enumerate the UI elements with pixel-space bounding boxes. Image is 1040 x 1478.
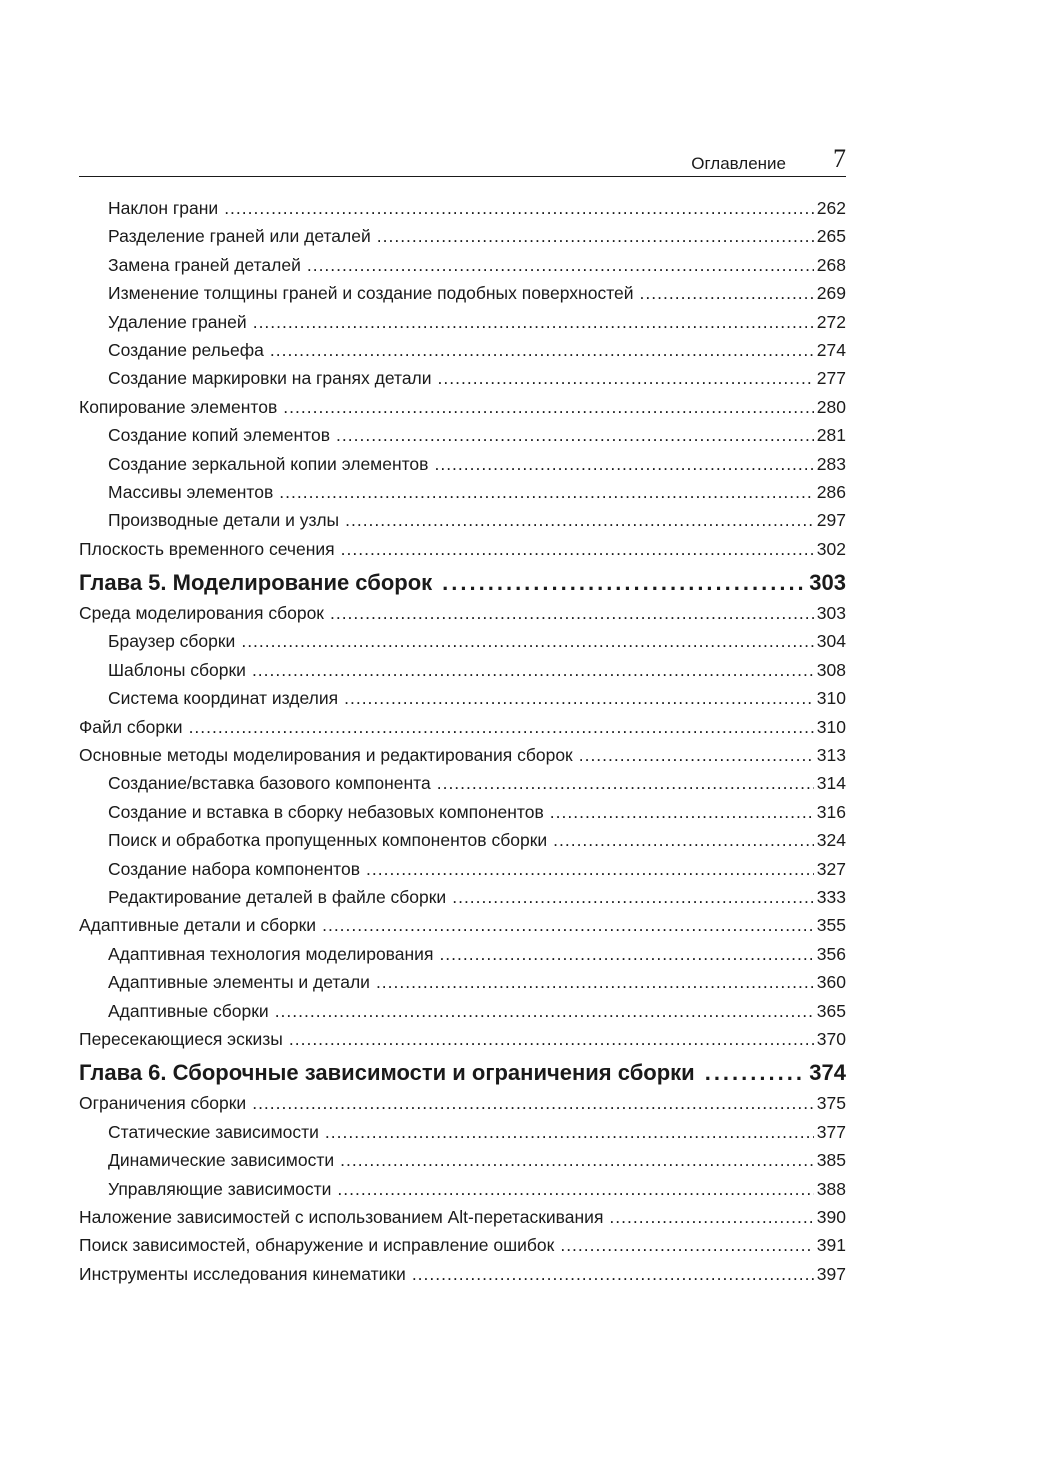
toc-entry	[79, 826, 846, 854]
toc-entry	[79, 713, 846, 741]
toc-entry-page: 385	[816, 1150, 846, 1171]
running-header	[79, 146, 846, 177]
toc-entry-page: 377	[816, 1121, 846, 1142]
toc-entry-title: Создание маркировки на гранях детали	[108, 368, 432, 389]
toc-entry-page: 262	[816, 198, 846, 218]
dot-leader	[279, 478, 814, 506]
dot-leader	[270, 336, 814, 364]
toc-entry-page: 391	[816, 1235, 846, 1256]
toc-entry-title: Замена граней деталей	[108, 254, 301, 275]
toc-entry-title: Шаблоны сборки	[108, 659, 246, 680]
toc-entry	[79, 1025, 846, 1053]
toc-entry-page: 313	[816, 745, 846, 766]
dot-leader	[252, 656, 814, 684]
toc-entry-title: Копирование элементов	[79, 396, 278, 417]
dot-leader	[189, 713, 814, 741]
toc-entry-page: 314	[816, 773, 846, 794]
dot-leader	[344, 684, 814, 712]
toc-entry-page: 327	[816, 858, 846, 879]
toc-entry	[79, 1260, 846, 1288]
dot-leader	[322, 911, 814, 939]
toc-entry-page: 308	[816, 659, 846, 680]
toc-entry	[79, 222, 846, 250]
toc-entry-page: 265	[816, 226, 846, 247]
dot-leader	[330, 599, 814, 627]
toc-entry-page: 355	[816, 915, 846, 936]
toc-entry	[79, 769, 846, 797]
dot-leader	[609, 1203, 813, 1231]
toc-entry	[79, 421, 846, 449]
toc-entry	[79, 450, 846, 478]
toc-entry-title: Создание и вставка в сборку небазовых компонентов	[108, 801, 544, 822]
toc-entry-title: Создание зеркальной копии элементов	[108, 453, 429, 474]
toc-entry	[79, 656, 846, 684]
dot-leader	[253, 308, 814, 336]
toc-entry-page: 390	[816, 1206, 846, 1227]
toc-entry-page: 269	[816, 283, 846, 304]
dot-leader	[289, 1025, 814, 1053]
dot-leader	[340, 1146, 814, 1174]
dot-leader	[442, 565, 806, 601]
dot-leader	[640, 279, 814, 307]
toc-chapter-entry	[79, 565, 846, 601]
toc-entry	[79, 308, 846, 336]
toc-entry-title: Глава 6. Сборочные зависимости и ограничения сборки	[79, 1060, 695, 1086]
dot-leader	[705, 1055, 807, 1091]
dot-leader	[452, 883, 814, 911]
toc-entry-title: Адаптивные детали и сборки	[79, 915, 317, 936]
dot-leader	[252, 1089, 814, 1117]
toc-entry-page: 397	[816, 1263, 846, 1284]
dot-leader	[307, 251, 814, 279]
dot-leader	[336, 421, 814, 449]
toc-entry	[79, 684, 846, 712]
running-header-title: Оглавление	[691, 154, 786, 173]
toc-entry-page: 268	[816, 254, 846, 275]
dot-leader	[550, 798, 814, 826]
toc-entry-title: Создание/вставка базового компонента	[108, 773, 431, 794]
toc-entry-title: Наложение зависимостей с использованием Alt-перетаскивания	[79, 1206, 604, 1227]
dot-leader	[377, 222, 814, 250]
toc-entry	[79, 364, 846, 392]
toc-entry	[79, 798, 846, 826]
toc-entry-page: 333	[816, 886, 846, 907]
dot-leader	[579, 741, 814, 769]
toc-entry	[79, 1203, 846, 1231]
toc-entry	[79, 855, 846, 883]
toc-entry-page: 374	[809, 1060, 846, 1086]
toc-entry-title: Файл сборки	[79, 716, 183, 737]
toc-entry-page: 272	[816, 311, 846, 332]
table-of-contents	[79, 194, 846, 1288]
dot-leader	[376, 968, 814, 996]
toc-entry	[79, 506, 846, 534]
toc-entry-page: 277	[816, 368, 846, 389]
toc-entry-page: 360	[816, 972, 846, 993]
toc-entry	[79, 1089, 846, 1117]
toc-chapter-entry	[79, 1055, 846, 1091]
toc-entry-title: Адаптивная технология моделирования	[108, 943, 434, 964]
dot-leader	[560, 1231, 813, 1259]
toc-entry	[79, 393, 846, 421]
toc-entry-title: Адаптивные элементы и детали	[108, 972, 370, 993]
toc-entry	[79, 599, 846, 627]
dot-leader	[341, 535, 814, 563]
toc-entry-title: Создание рельефа	[108, 339, 264, 360]
toc-entry	[79, 1231, 846, 1259]
dot-leader	[325, 1118, 814, 1146]
toc-entry-title: Пересекающиеся эскизы	[79, 1028, 283, 1049]
toc-entry	[79, 251, 846, 279]
toc-entry	[79, 279, 846, 307]
toc-entry-page: 316	[816, 801, 846, 822]
toc-entry	[79, 968, 846, 996]
toc-entry-page: 310	[816, 688, 846, 709]
toc-entry	[79, 883, 846, 911]
toc-entry-title: Создание копий элементов	[108, 425, 331, 446]
toc-entry	[79, 535, 846, 563]
toc-entry-page: 297	[816, 510, 846, 531]
toc-entry-page: 303	[816, 603, 846, 624]
toc-entry-title: Массивы элементов	[108, 481, 274, 502]
toc-entry-title: Среда моделирования сборок	[79, 603, 324, 624]
dot-leader	[275, 997, 814, 1025]
toc-entry-page: 274	[816, 339, 846, 360]
toc-entry	[79, 194, 846, 222]
toc-entry	[79, 741, 846, 769]
toc-entry	[79, 1118, 846, 1146]
toc-entry-title: Плоскость временного сечения	[79, 538, 335, 559]
dot-leader	[283, 393, 814, 421]
dot-leader	[337, 1175, 813, 1203]
toc-entry-page: 310	[816, 716, 846, 737]
toc-entry-page: 281	[816, 425, 846, 446]
toc-entry-page: 280	[816, 396, 846, 417]
toc-entry-title: Разделение граней или деталей	[108, 226, 371, 247]
toc-entry-title: Основные методы моделирования и редактирования сборок	[79, 745, 573, 766]
toc-entry-page: 370	[816, 1028, 846, 1049]
dot-leader	[434, 450, 813, 478]
toc-entry-page: 324	[816, 830, 846, 851]
dot-leader	[345, 506, 814, 534]
dot-leader	[437, 769, 814, 797]
toc-entry-title: Удаление граней	[108, 311, 247, 332]
toc-entry-title: Изменение толщины граней и создание подобных поверхностей	[108, 283, 634, 304]
toc-entry	[79, 911, 846, 939]
dot-leader	[412, 1260, 814, 1288]
dot-leader	[241, 627, 813, 655]
toc-entry-title: Наклон грани	[108, 198, 219, 218]
toc-entry-page: 356	[816, 943, 846, 964]
toc-entry	[79, 336, 846, 364]
toc-entry-page: 365	[816, 1000, 846, 1021]
toc-entry-title: Браузер сборки	[108, 631, 236, 652]
toc-entry-title: Создание набора компонентов	[108, 858, 361, 879]
toc-entry	[79, 997, 846, 1025]
toc-entry	[79, 1146, 846, 1174]
toc-entry-title: Управляющие зависимости	[108, 1178, 332, 1199]
page-number: 7	[833, 144, 846, 173]
toc-entry-page: 302	[816, 538, 846, 559]
toc-entry-page: 303	[809, 570, 846, 596]
dot-leader	[438, 364, 814, 392]
toc-entry-title: Ограничения сборки	[79, 1093, 247, 1114]
toc-entry-page: 375	[816, 1093, 846, 1114]
toc-entry-title: Поиск зависимостей, обнаружение и исправление ошибок	[79, 1235, 555, 1256]
toc-entry-title: Инструменты исследования кинематики	[79, 1263, 406, 1284]
dot-leader	[439, 940, 813, 968]
toc-entry	[79, 940, 846, 968]
toc-entry-title: Глава 5. Моделирование сборок	[79, 570, 433, 596]
toc-entry-title: Система координат изделия	[108, 688, 339, 709]
toc-entry-title: Поиск и обработка пропущенных компонентов сборки	[108, 830, 548, 851]
toc-entry-title: Статические зависимости	[108, 1121, 319, 1142]
toc-entry-page: 304	[816, 631, 846, 652]
toc-entry	[79, 1175, 846, 1203]
dot-leader	[366, 855, 814, 883]
toc-entry-title: Адаптивные сборки	[108, 1000, 269, 1021]
toc-entry-page: 286	[816, 481, 846, 502]
toc-entry-page: 283	[816, 453, 846, 474]
dot-leader	[224, 194, 814, 222]
toc-entry-title: Производные детали и узлы	[108, 510, 340, 531]
dot-leader	[553, 826, 814, 854]
toc-entry	[79, 478, 846, 506]
toc-entry-title: Редактирование деталей в файле сборки	[108, 886, 447, 907]
toc-entry	[79, 627, 846, 655]
toc-entry-title: Динамические зависимости	[108, 1150, 335, 1171]
toc-entry-page: 388	[816, 1178, 846, 1199]
